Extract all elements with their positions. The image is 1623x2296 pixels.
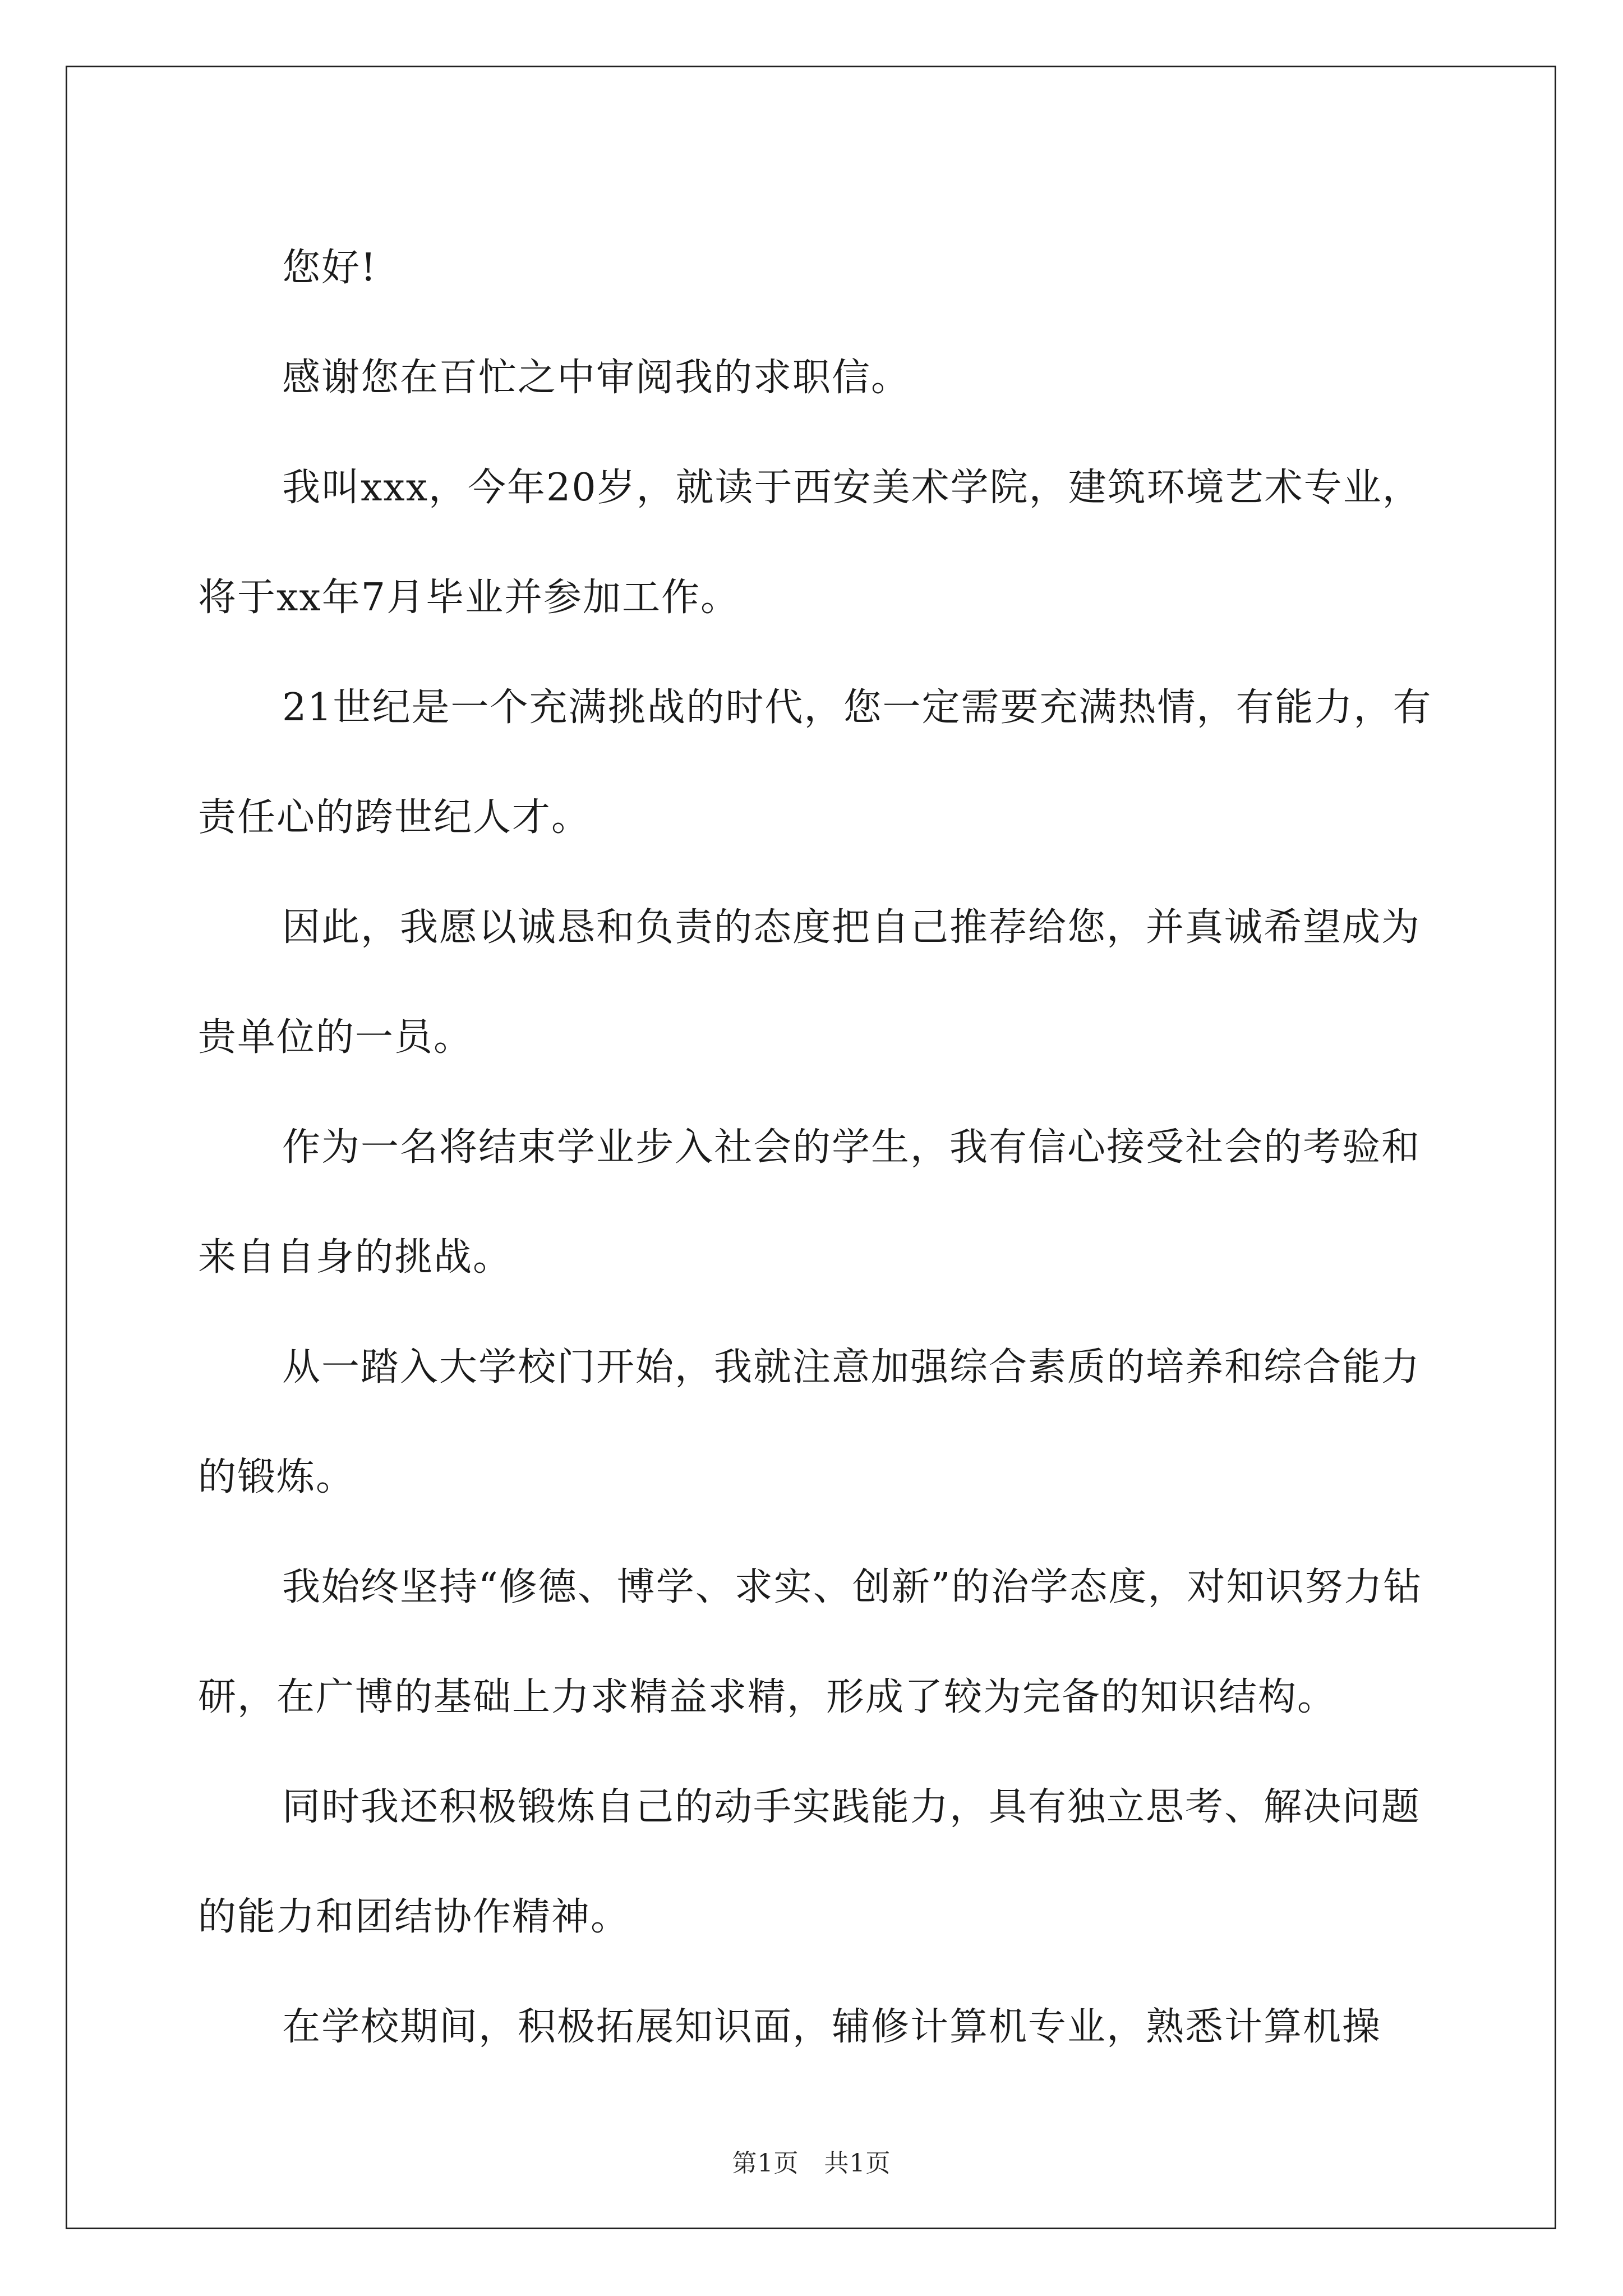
body-paragraph: 我叫xxx，今年20岁，就读于西安美术学院，建筑环境艺术专业，将于xx年7月毕业并参加工作。 bbox=[198, 466, 1422, 620]
body-paragraph: 从一踏入大学校门开始，我就注意加强综合素质的培养和综合能力的锻炼。 bbox=[198, 1345, 1421, 1499]
greeting: 您好! bbox=[282, 246, 377, 290]
body-paragraph: 在学校期间，积极拓展知识面，辅修计算机专业，熟悉计算机操 bbox=[282, 2005, 1382, 2049]
body-paragraph: 因此，我愿以诚恳和负责的态度把自己推荐给您，并真诚希望成为贵单位的一员。 bbox=[198, 905, 1421, 1060]
body-paragraph: 21世纪是一个充满挑战的时代，您一定需要充满热情，有能力，有责任心的跨世纪人才。 bbox=[198, 685, 1432, 840]
body-paragraph: 作为一名将结束学业步入社会的学生，我有信心接受社会的考验和来自自身的挑战。 bbox=[198, 1125, 1421, 1280]
letter-body bbox=[198, 213, 1443, 2082]
page-number-footer: 第1页 共1页 bbox=[732, 2149, 891, 2178]
body-paragraph: 我始终坚持“修德、博学、求实、创新”的治学态度，对知识努力钻研，在广博的基础上力求精益求精，形成了较为完备的知识结构。 bbox=[198, 1565, 1423, 1719]
body-paragraph: 感谢您在百忙之中审阅我的求职信。 bbox=[282, 356, 911, 400]
body-paragraph: 同时我还积极锻炼自己的动手实践能力，具有独立思考、解决问题的能力和团结协作精神。 bbox=[198, 1785, 1421, 1939]
